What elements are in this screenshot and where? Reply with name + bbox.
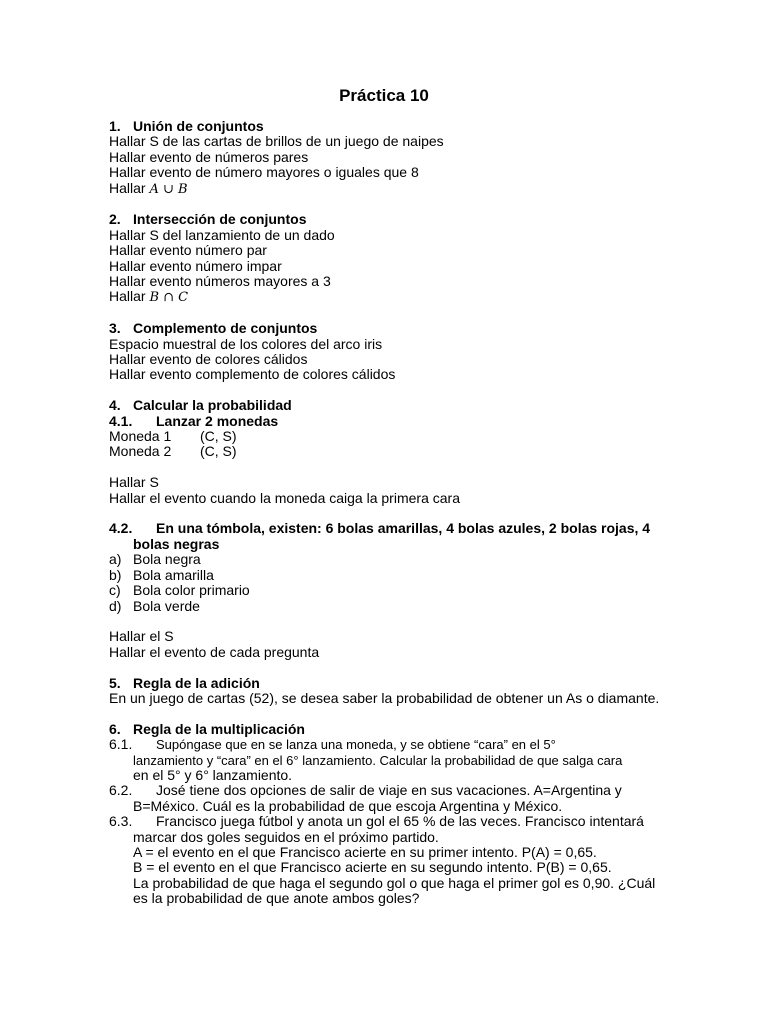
page-title: Práctica 10: [339, 86, 429, 105]
formula-prefix: Hallar: [109, 288, 150, 305]
section-title: Unión de conjuntos: [133, 118, 264, 134]
coin-row: [109, 444, 659, 459]
paragraph-number: 6.3.: [109, 813, 133, 830]
text-line: Hallar S de las cartas de brillos de un juego de naipes: [109, 133, 444, 150]
text-line: Hallar S del lanzamiento de un dado: [109, 226, 335, 243]
list-item: [109, 552, 659, 567]
text-line: José tiene dos opciones de salir de viaje en sus vacaciones. A=Argentina y: [156, 782, 622, 799]
text-line: Hallar S: [109, 474, 159, 491]
section-number: 1.: [109, 118, 121, 134]
text-line: Hallar el evento de cada pregunta: [109, 643, 320, 660]
coin-row: [109, 429, 659, 444]
formula-line: [109, 289, 659, 305]
item-marker: b): [109, 566, 122, 583]
text-line: Hallar el S: [109, 628, 174, 645]
formula-line: [109, 181, 659, 197]
item-text: Bola amarilla: [133, 566, 214, 583]
section-number: 3.: [109, 320, 121, 337]
coin-label: Moneda 1: [109, 428, 172, 445]
subsection-title-continued: bolas negras: [133, 535, 220, 552]
item-marker: d): [109, 597, 122, 614]
section-number: 2.: [109, 211, 121, 228]
section-3-heading: [109, 321, 659, 336]
text-line: B=México. Cuál es la probabilidad de que escoja Argentina y México.: [133, 797, 563, 814]
coin-label: Moneda 2: [109, 443, 172, 460]
list-item: [109, 599, 659, 614]
text-line: B = el evento en el que Francisco acierte en su segundo intento. P(B) = 0,65.: [133, 859, 612, 876]
section-number: 5.: [109, 674, 121, 691]
text-line: Supóngase que en se lanza una moneda, y se obtiene “cara” en el 5°: [156, 737, 556, 753]
list-item: [109, 583, 659, 598]
section-4-heading: [109, 398, 659, 413]
paragraph-number: 6.1.: [109, 736, 133, 753]
item-text: Bola verde: [133, 597, 200, 614]
text-line: Hallar evento de número mayores o iguales que 8: [109, 164, 419, 181]
text-line: Hallar evento números mayores a 3: [109, 273, 331, 290]
paragraph-number: 6.2.: [109, 782, 133, 799]
set-union-formula: A ∪ B: [149, 181, 188, 197]
text-line: es la probabilidad de que anote ambos goles?: [133, 890, 420, 907]
section-number: 4.: [109, 397, 121, 414]
subsection-number: 4.2.: [109, 520, 133, 537]
text-line: Hallar evento de números pares: [109, 148, 309, 165]
subsection-4-2-heading: [109, 521, 659, 536]
section-title: Calcular la probabilidad: [133, 397, 292, 414]
item-text: Bola color primario: [133, 582, 250, 599]
text-line: Espacio muestral de los colores del arco iris: [109, 335, 383, 352]
section-number: 6.: [109, 720, 121, 737]
coin-values: (C, S): [200, 428, 237, 445]
text-line: lanzamiento y “cara” en el 6° lanzamiento. Calcular la probabilidad de que salga cara: [133, 752, 623, 768]
document-body: [109, 119, 659, 907]
paragraph-6-2: [109, 783, 659, 798]
text-line: marcar dos goles seguidos en el próximo partido.: [133, 828, 439, 845]
formula-prefix: Hallar: [109, 179, 150, 196]
item-marker: c): [109, 582, 121, 599]
section-title: Complemento de conjuntos: [133, 320, 318, 337]
section-1-heading: [109, 119, 659, 134]
item-text: Bola negra: [133, 551, 201, 568]
text-line: Hallar evento de colores cálidos: [109, 351, 308, 368]
subsection-title: Lanzar 2 monedas: [156, 412, 279, 429]
text-line: Hallar el evento cuando la moneda caiga la primera cara: [109, 489, 460, 506]
coin-values: (C, S): [200, 443, 237, 460]
text-line: La probabilidad de que haga el segundo gol o que haga el primer gol es 0,90. ¿Cuál: [133, 874, 656, 891]
set-intersection-formula: B ∩ C: [149, 290, 189, 306]
section-title: Regla de la adición: [133, 674, 260, 691]
subsection-title: En una tómbola, existen: 6 bolas amarillas, 4 bolas azules, 2 bolas rojas, 4: [156, 520, 651, 537]
text-line: en el 5° y 6° lanzamiento.: [133, 766, 293, 783]
text-line: Hallar evento complemento de colores cálidos: [109, 366, 396, 383]
section-2-heading: [109, 212, 659, 227]
subsection-4-1-heading: [109, 414, 659, 429]
text-line: Francisco juega fútbol y anota un gol el 65 % de las veces. Francisco intentará: [156, 813, 644, 830]
paragraph-6-3: [109, 814, 659, 829]
text-line: Hallar evento número par: [109, 242, 267, 259]
item-marker: a): [109, 551, 122, 568]
paragraph-6-1: [109, 737, 659, 752]
text-line: A = el evento en el que Francisco acierte en su primer intento. P(A) = 0,65.: [133, 843, 597, 860]
section-5-heading: [109, 676, 659, 691]
text-line: Hallar evento número impar: [109, 257, 282, 274]
section-title: Regla de la multiplicación: [133, 720, 305, 737]
subsection-number: 4.1.: [109, 412, 133, 429]
text-line: En un juego de cartas (52), se desea saber la probabilidad de obtener un As o diamante.: [109, 689, 660, 706]
list-item: [109, 568, 659, 583]
section-title: Intersección de conjuntos: [133, 211, 307, 228]
section-6-heading: [109, 722, 659, 737]
